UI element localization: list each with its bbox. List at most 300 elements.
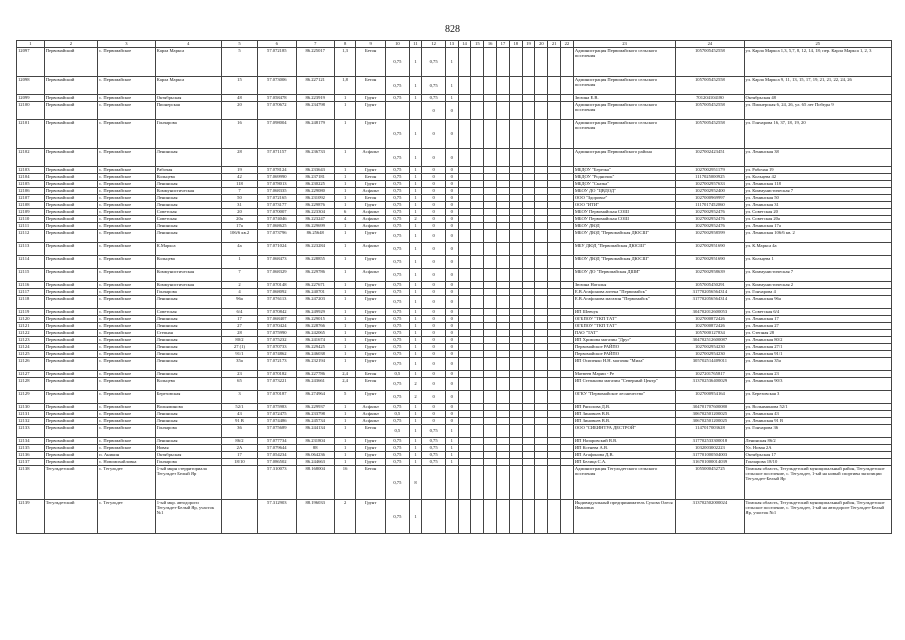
table-cell: Ленинская xyxy=(155,316,221,323)
table-cell xyxy=(484,209,497,216)
table-cell: Первомайский xyxy=(44,330,97,337)
table-cell: К.Маркса xyxy=(155,243,221,256)
table-cell: с. Первомайское xyxy=(98,358,156,371)
column-number-23: 23 xyxy=(573,41,675,48)
table-cell: 12137 xyxy=(17,459,45,466)
table-cell: 0,75 xyxy=(386,500,409,534)
table-cell: 0,75 xyxy=(386,445,409,452)
table-cell xyxy=(522,209,535,216)
table-cell xyxy=(509,309,522,316)
table-cell: с. Первомайское xyxy=(98,344,156,351)
table-cell: ул. Ленинская 17а xyxy=(744,223,891,230)
table-cell: 1 xyxy=(409,459,422,466)
column-number-19: 19 xyxy=(522,41,535,48)
table-cell: ул. Ленинская 118 xyxy=(744,181,891,188)
table-cell xyxy=(561,296,574,309)
table-cell: с. Первомайское xyxy=(98,102,156,120)
table-cell: 1 xyxy=(409,167,422,174)
table-cell xyxy=(484,452,497,459)
table-cell: 305702514409011 xyxy=(676,358,744,371)
table-cell: 1 xyxy=(334,418,355,425)
table-cell: Грунт xyxy=(356,230,386,243)
table-cell: 1 xyxy=(409,425,422,438)
table-cell: Бетон xyxy=(356,466,386,500)
table-cell: Октябрьская 48 xyxy=(744,95,891,102)
table-cell: 1057005452558 xyxy=(676,77,744,95)
table-cell xyxy=(522,216,535,223)
table-cell: 1027002954230 xyxy=(676,344,744,351)
table-cell xyxy=(561,256,574,269)
table-row xyxy=(17,452,892,459)
table-cell: Грунт xyxy=(356,202,386,209)
table-cell: Первомайский xyxy=(44,289,97,296)
table-cell xyxy=(561,316,574,323)
table-cell: 91 В xyxy=(221,418,257,425)
table-cell: 1 xyxy=(409,452,422,459)
table-cell xyxy=(535,195,548,202)
table-cell: 1 xyxy=(409,411,422,418)
table-cell xyxy=(484,256,497,269)
table-cell xyxy=(497,344,510,351)
table-cell: 0 xyxy=(445,309,458,316)
table-cell: Асфальт xyxy=(356,216,386,223)
table-cell: Первомайский xyxy=(44,202,97,209)
table-cell: 1 xyxy=(409,296,422,309)
table-cell xyxy=(458,459,471,466)
table-cell: 313702536400029 xyxy=(676,378,744,391)
table-cell xyxy=(484,289,497,296)
table-cell xyxy=(458,337,471,344)
table-cell xyxy=(548,445,561,452)
table-cell: 19 xyxy=(221,167,257,174)
table-cell: 86.227671 xyxy=(296,282,334,289)
table-cell xyxy=(458,181,471,188)
table-cell xyxy=(535,459,548,466)
table-cell: Бетон xyxy=(356,425,386,438)
table-cell xyxy=(548,282,561,289)
table-cell: Октябрьская 17 xyxy=(744,452,891,459)
table-cell xyxy=(471,358,484,371)
table-cell: 0 xyxy=(422,337,445,344)
table-cell: Асфальт xyxy=(356,209,386,216)
table-cell xyxy=(561,418,574,425)
table-cell: 1 xyxy=(334,452,355,459)
table-cell: 1027002954230 xyxy=(676,351,744,358)
table-cell: 0,75 xyxy=(386,459,409,466)
table-cell: Бетон xyxy=(356,371,386,378)
table-cell xyxy=(561,149,574,167)
table-cell xyxy=(484,102,497,120)
table-cell: Гончарова xyxy=(155,289,221,296)
column-number-10: 10 xyxy=(386,41,409,48)
table-cell: 0 xyxy=(445,209,458,216)
table-cell xyxy=(548,289,561,296)
table-cell xyxy=(497,289,510,296)
table-cell: ИП Белица С.А. xyxy=(573,459,675,466)
table-cell: 106/6 кв.2 xyxy=(221,230,257,243)
table-cell: 0 xyxy=(445,391,458,404)
table-cell xyxy=(458,351,471,358)
table-row xyxy=(17,316,892,323)
table-cell: Грунт xyxy=(356,296,386,309)
table-cell: ИП Зиновьев В.В. xyxy=(573,418,675,425)
table-cell xyxy=(497,243,510,256)
table-cell: Грунт xyxy=(356,309,386,316)
table-cell: 0,5 xyxy=(386,425,409,438)
table-cell: Грунт xyxy=(356,391,386,404)
table-cell xyxy=(561,309,574,316)
table-cell: 1 xyxy=(409,188,422,195)
table-cell xyxy=(535,358,548,371)
table-cell xyxy=(561,230,574,243)
table-cell: 86.229699 xyxy=(296,223,334,230)
table-cell: Томская область, Тегульдетский муниципальный район, Тегульдетское сельское поселение, с. Тегульдет, 1-ый на автодороге Тегульдет-Белый Яр, участок №1 xyxy=(744,500,891,534)
table-cell xyxy=(561,500,574,534)
table-cell: 86.223919 xyxy=(296,95,334,102)
table-cell xyxy=(561,404,574,411)
table-cell: 0 xyxy=(445,316,458,323)
table-cell: 7 xyxy=(221,269,257,282)
table-cell: с. Первомайское xyxy=(98,209,156,216)
table-cell: 86.237181 xyxy=(296,174,334,181)
table-cell xyxy=(561,351,574,358)
table-cell: 17 xyxy=(221,452,257,459)
table-cell: 16 xyxy=(221,120,257,149)
table-cell: Грунт xyxy=(356,452,386,459)
table-cell: 52/1 xyxy=(221,404,257,411)
table-cell: 0,75 xyxy=(386,337,409,344)
table-cell: Ленинская xyxy=(155,344,221,351)
table-cell: 1 xyxy=(409,445,422,452)
table-cell: 1 xyxy=(409,500,422,534)
table-cell: 0 xyxy=(422,181,445,188)
table-cell: Октябрьская xyxy=(155,95,221,102)
table-cell: с. Первомайское xyxy=(98,223,156,230)
table-cell xyxy=(509,77,522,95)
table-cell: Грунт xyxy=(356,438,386,445)
table-cell xyxy=(509,167,522,174)
table-cell: 0 xyxy=(422,378,445,391)
table-cell: 57.075689 xyxy=(258,425,296,438)
table-cell: 1 xyxy=(409,358,422,371)
table-cell xyxy=(458,391,471,404)
table-cell: 1 xyxy=(409,48,422,77)
page-number: 828 xyxy=(445,24,460,35)
table-cell: Администрация Первомайского сельского поселения xyxy=(573,120,675,149)
column-number-24: 24 xyxy=(676,41,744,48)
table-cell xyxy=(509,500,522,534)
table-cell xyxy=(548,466,561,500)
table-cell: 0,75 xyxy=(386,358,409,371)
table-cell: с. Первомайское xyxy=(98,316,156,323)
table-cell: с. Первомайское xyxy=(98,256,156,269)
table-cell xyxy=(484,167,497,174)
table-cell: 316701000014039 xyxy=(676,459,744,466)
table-cell: Грунт xyxy=(356,167,386,174)
table-cell xyxy=(484,188,497,195)
table-cell: 306702501200025 xyxy=(676,418,744,425)
table-cell xyxy=(561,202,574,209)
table-cell: 1027002952400 xyxy=(676,188,744,195)
table-cell: Индивидуальный предприниматель Сухова Олеся Ивановна xyxy=(573,500,675,534)
table-cell xyxy=(561,216,574,223)
table-cell: 16 xyxy=(334,466,355,500)
table-cell: 0,75 xyxy=(386,149,409,167)
table-cell: 86.229080 xyxy=(296,188,334,195)
table-cell: 0,75 xyxy=(386,466,409,500)
table-cell xyxy=(522,309,535,316)
table-cell: с. Первомайское xyxy=(98,149,156,167)
table-cell: 1 xyxy=(334,316,355,323)
table-cell xyxy=(535,378,548,391)
table-cell xyxy=(484,195,497,202)
table-cell: 17а xyxy=(221,223,257,230)
table-cell xyxy=(535,102,548,120)
table-cell: 0,75 xyxy=(386,181,409,188)
table-cell xyxy=(386,102,409,120)
table-cell: 0 xyxy=(445,216,458,223)
table-cell: Советская xyxy=(155,209,221,216)
table-cell xyxy=(522,316,535,323)
table-cell: 12107 xyxy=(17,195,45,202)
table-cell: Первомайский xyxy=(44,323,97,330)
table-cell: 0,75 xyxy=(422,95,445,102)
table-cell: МБДОУ "Березка" xyxy=(573,167,675,174)
table-cell xyxy=(561,411,574,418)
table-cell: Первомайский xyxy=(44,102,97,120)
table-cell xyxy=(471,330,484,337)
table-cell xyxy=(535,120,548,149)
table-cell xyxy=(535,174,548,181)
table-cell: 88 xyxy=(296,445,334,452)
table-cell: 1 xyxy=(409,418,422,425)
table-cell xyxy=(522,243,535,256)
table-cell: 12113 xyxy=(17,243,45,256)
table-cell: 0 xyxy=(422,316,445,323)
table-cell xyxy=(422,500,445,534)
table-cell: 0,75 xyxy=(386,95,409,102)
table-cell: Е.В.Агафонова магазин "Первомайск" xyxy=(573,296,675,309)
table-cell: МБОУ Первомайская СОШ xyxy=(573,216,675,223)
table-cell: 12123 xyxy=(17,337,45,344)
table-cell xyxy=(522,330,535,337)
table-cell xyxy=(471,181,484,188)
table-cell: 1 xyxy=(334,223,355,230)
table-cell xyxy=(509,256,522,269)
table-cell xyxy=(509,391,522,404)
table-cell xyxy=(561,330,574,337)
table-cell: 1 xyxy=(334,167,355,174)
table-cell: 57.070187 xyxy=(258,391,296,404)
table-cell xyxy=(458,102,471,120)
table-cell: 0,75 xyxy=(386,256,409,269)
table-cell xyxy=(522,418,535,425)
table-cell: 306702501200025 xyxy=(676,411,744,418)
table-cell xyxy=(522,223,535,230)
table-cell: ИП Ряполова Д.В. xyxy=(573,404,675,411)
column-number-9: 9 xyxy=(356,41,386,48)
table-cell xyxy=(561,167,574,174)
table-cell xyxy=(497,466,510,500)
table-cell: с. Первомайское xyxy=(98,77,156,95)
table-cell: Грунт xyxy=(356,459,386,466)
table-cell: с. Первомайское xyxy=(98,95,156,102)
table-cell: ул. Гончарова 16, 37, 18, 19, 20 xyxy=(744,120,891,149)
table-cell: Асфальт xyxy=(356,411,386,418)
table-cell xyxy=(484,323,497,330)
table-cell: Грунт xyxy=(356,323,386,330)
table-cell: 0 xyxy=(422,296,445,309)
table-cell xyxy=(458,309,471,316)
table-cell xyxy=(535,452,548,459)
table-cell: 0 xyxy=(445,269,458,282)
table-cell xyxy=(509,330,522,337)
table-cell: ул. Карла Маркса 9, 11, 13, 15, 17, 19, 21, 21, 22, 24, 26 xyxy=(744,77,891,95)
table-cell xyxy=(471,95,484,102)
table-cell xyxy=(471,243,484,256)
table-row xyxy=(17,77,892,95)
table-cell xyxy=(509,438,522,445)
table-cell xyxy=(458,316,471,323)
table-cell: Асфальт xyxy=(356,188,386,195)
table-cell xyxy=(509,411,522,418)
table-cell xyxy=(535,337,548,344)
register-table xyxy=(16,40,892,534)
table-cell xyxy=(548,243,561,256)
table-cell: Гончарова 18/10 xyxy=(744,459,891,466)
table-cell: 57.079644 xyxy=(258,445,296,452)
table-cell xyxy=(458,223,471,230)
table-cell xyxy=(509,466,522,500)
table-cell: 27 xyxy=(221,323,257,330)
table-cell: 17 xyxy=(221,316,257,323)
table-cell xyxy=(535,404,548,411)
table-row xyxy=(17,466,892,500)
table-cell: с. Первомайское xyxy=(98,351,156,358)
table-cell: 12112 xyxy=(17,230,45,243)
table-cell: Бетон xyxy=(356,195,386,202)
table-cell: 12129 xyxy=(17,391,45,404)
table-cell: 1 xyxy=(409,316,422,323)
table-cell: Грунт xyxy=(356,120,386,149)
table-cell: 0 xyxy=(422,223,445,230)
table-cell: 0,75 xyxy=(386,296,409,309)
table-cell xyxy=(535,309,548,316)
table-cell xyxy=(458,48,471,77)
table-cell: 0 xyxy=(445,358,458,371)
table-cell: 57.078013 xyxy=(258,181,296,188)
table-cell: 86.244663 xyxy=(296,459,334,466)
table-cell xyxy=(471,230,484,243)
table-cell xyxy=(484,445,497,452)
table-cell xyxy=(509,174,522,181)
table-cell xyxy=(509,202,522,209)
column-number-6: 6 xyxy=(258,41,296,48)
table-cell: ул. Гончарова 36 xyxy=(744,425,891,438)
table-cell: Первомайский xyxy=(44,282,97,289)
table-cell: 0 xyxy=(445,202,458,209)
table-cell xyxy=(458,323,471,330)
table-cell: 0 xyxy=(445,411,458,418)
table-cell: 1 xyxy=(334,323,355,330)
table-cell: 1027002952476 xyxy=(676,216,744,223)
table-cell xyxy=(484,202,497,209)
table-cell xyxy=(548,418,561,425)
table-cell: 0 xyxy=(445,282,458,289)
table-cell xyxy=(509,459,522,466)
table-cell xyxy=(561,459,574,466)
table-cell: 0,75 xyxy=(386,48,409,77)
table-cell xyxy=(471,316,484,323)
table-cell xyxy=(484,223,497,230)
table-cell xyxy=(535,202,548,209)
table-cell xyxy=(522,256,535,269)
table-cell xyxy=(497,425,510,438)
table-cell xyxy=(458,296,471,309)
table-row xyxy=(17,223,892,230)
table-cell: МБДОУ "Сказка" xyxy=(573,181,675,188)
table-cell: 1 xyxy=(334,459,355,466)
table-cell: 0 xyxy=(422,309,445,316)
table-cell: Первомайский xyxy=(44,120,97,149)
table-row xyxy=(17,371,892,378)
table-cell xyxy=(458,425,471,438)
table-cell xyxy=(497,358,510,371)
table-cell: Первомайский xyxy=(44,48,97,77)
table-cell: ИП Хримова магазин "Друг" xyxy=(573,337,675,344)
table-cell: 1 xyxy=(334,351,355,358)
table-cell: 0 xyxy=(445,289,458,296)
table-cell: с. Первомайское xyxy=(98,243,156,256)
table-cell: с. Тегульдет xyxy=(98,466,156,500)
table-cell xyxy=(484,48,497,77)
table-cell xyxy=(458,411,471,418)
table-cell xyxy=(509,358,522,371)
table-cell xyxy=(471,378,484,391)
table-cell: МБОУ ДЮД xyxy=(573,223,675,230)
table-cell: 1027000954164 xyxy=(676,391,744,404)
table-cell xyxy=(471,48,484,77)
table-cell xyxy=(535,500,548,534)
table-cell xyxy=(497,188,510,195)
table-cell xyxy=(522,371,535,378)
table-cell: 0,75 xyxy=(386,120,409,149)
table-cell xyxy=(484,216,497,223)
table-cell: 2,4 xyxy=(334,378,355,391)
table-cell xyxy=(458,289,471,296)
table-cell: Администрация Тегульдетского сельского поселения xyxy=(573,466,675,500)
table-cell: 1027000872426 xyxy=(676,316,744,323)
table-cell: 86.229937 xyxy=(296,404,334,411)
table-cell xyxy=(484,181,497,188)
table-cell: 57.070007 xyxy=(258,209,296,216)
table-cell: Ленинская xyxy=(155,438,221,445)
table-cell: Бетон xyxy=(356,77,386,95)
table-cell xyxy=(484,371,497,378)
table-cell: 1 xyxy=(409,195,422,202)
table-cell xyxy=(471,466,484,500)
table-cell xyxy=(561,102,574,120)
table-cell xyxy=(522,411,535,418)
table-cell: 86.244134 xyxy=(296,425,334,438)
table-cell xyxy=(509,418,522,425)
table-cell: ОГКУ "Первомайское лесничество" xyxy=(573,391,675,404)
table-cell: 0 xyxy=(422,269,445,282)
table-cell: Первомайский xyxy=(44,230,97,243)
table-cell xyxy=(522,48,535,77)
table-cell xyxy=(535,95,548,102)
table-cell xyxy=(497,309,510,316)
